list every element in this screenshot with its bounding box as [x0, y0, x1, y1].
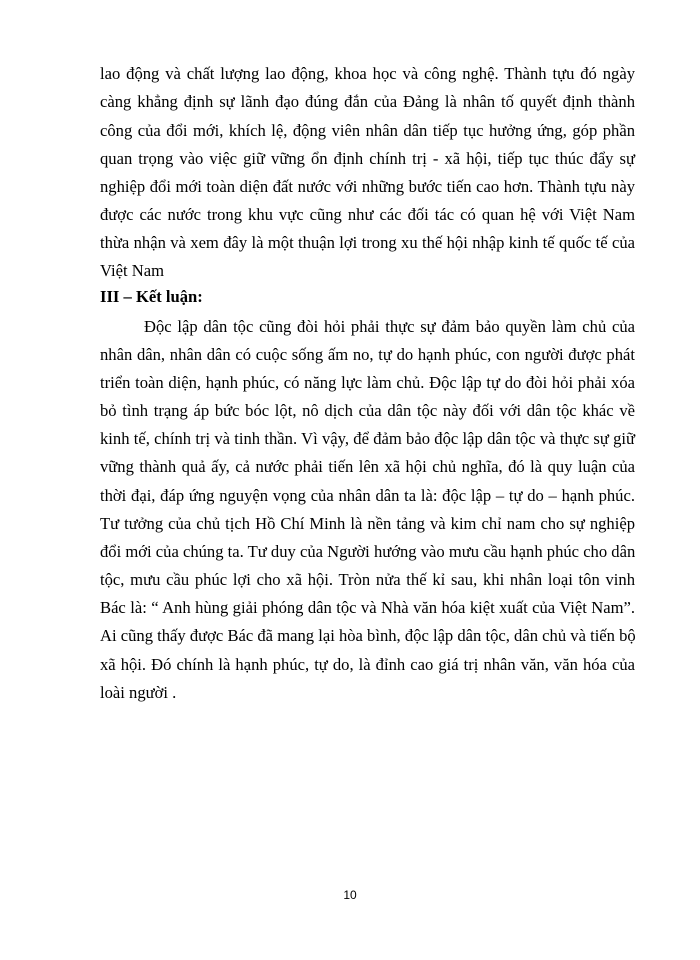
section-heading: III – Kết luận: [100, 287, 203, 306]
paragraph-line: càng khẳng định sự lãnh đạo đúng đắn của Đảng là nhân tố quyết định thành [100, 92, 635, 111]
paragraph-line: thời đại, đáp ứng nguyện vọng của nhân dân ta là: độc lập – tự do – hạnh phúc. [100, 486, 635, 505]
paragraph-line: xã hội. Đó chính là hạnh phúc, tự do, là đỉnh cao giá trị nhân văn, văn hóa của [100, 655, 635, 674]
paragraph-line: Bác là: “ Anh hùng giải phóng dân tộc và Nhà văn hóa kiệt xuất của Việt Nam”. [100, 598, 635, 617]
paragraph-line: đổi mới của chúng ta. Tư duy của Người hướng vào mưu cầu hạnh phúc cho dân [100, 542, 636, 561]
paragraph-line: quan trọng vào việc giữ vững ổn định chính trị - xã hội, tiếp tục thúc đẩy sự [100, 149, 635, 168]
paragraph-line: Tư tưởng của chủ tịch Hồ Chí Minh là nền tảng và kim chỉ nam cho sự nghiệp [100, 514, 635, 533]
paragraph-line: triển toàn diện, hạnh phúc, có năng lực làm chủ. Độc lập tự do đòi hỏi phải xóa [100, 373, 635, 392]
paragraph-line: kinh tế, chính trị và tinh thần. Vì vậy, để đảm bảo độc lập dân tộc và thực sự giữ [100, 429, 635, 448]
paragraph-line: công của đổi mới, khích lệ, động viên nhân dân tiếp tục hưởng ứng, góp phần [100, 121, 635, 140]
paragraph-line: lao động và chất lượng lao động, khoa học và công nghệ. Thành tựu đó ngày [100, 64, 635, 83]
page-number: 10 [343, 888, 357, 902]
paragraph-line: Độc lập dân tộc cũng đòi hỏi phải thực sự đảm bảo quyền làm chủ của [144, 317, 635, 336]
paragraph-line: thừa nhận và xem đây là một thuận lợi trong xu thế hội nhập kinh tế quốc tế của [100, 233, 635, 252]
paragraph-line: Việt Nam [100, 261, 164, 280]
paragraph-line: bỏ tình trạng áp bức bóc lột, nô dịch của dân tộc này đối với dân tộc khác về [100, 401, 635, 420]
paragraph-line: loài người . [100, 683, 177, 702]
paragraph-line: nhân dân, nhân dân có cuộc sống ấm no, tự do hạnh phúc, con người được phát [100, 345, 635, 364]
paragraph-line: nghiệp đổi mới toàn diện đất nước với những bước tiến cao hơn. Thành tựu này [100, 177, 635, 196]
paragraph-line: được các nước trong khu vực cũng như các đối tác có quan hệ với Việt Nam [100, 205, 635, 224]
paragraph-line: Ai cũng thấy được Bác đã mang lại hòa bình, độc lập dân tộc, dân chủ và tiến bộ [100, 626, 636, 645]
paragraph-line: tộc, mưu cầu phúc lợi cho xã hội. Tròn nửa thế kỉ sau, khi nhân loại tôn vinh [100, 570, 635, 589]
paragraph-line: vững thành quả ấy, cả nước phải tiến lên xã hội chủ nghĩa, đó là quy luận của [100, 457, 635, 476]
